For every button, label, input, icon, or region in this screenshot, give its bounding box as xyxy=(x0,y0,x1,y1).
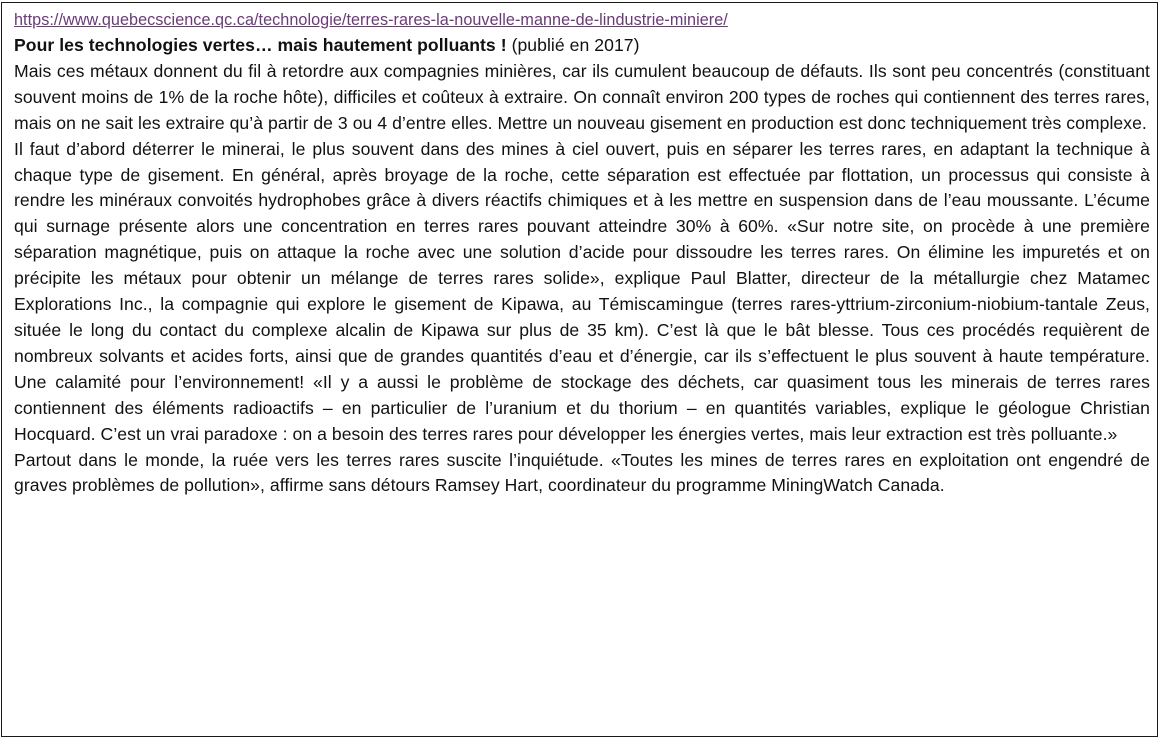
paragraph-concern: Partout dans le monde, la ruée vers les terres rares suscite l’inquiétude. «Toutes les mines de terres rares en exploitation ont engendré de graves problèmes de pollution», affirme sans détours Ramsey Hart, coordinateur du programme MiningWatch Canada. xyxy=(14,449,1150,496)
document-title: Pour les technologies vertes… mais hautement polluants ! xyxy=(14,35,507,55)
paragraph-intro: Mais ces métaux donnent du fil à retordre aux compagnies minières, car ils cumulent beaucoup de défauts. Ils sont peu concentrés (constituant souvent moins de 1% de la roche hôte), difficiles et coûteux à extraire. On connaît environ 200 types de roches qui contiennent des terres rares, mais on ne sait les extraire qu’à partir de 3 ou 4 d’entre elles. Mettre un nouveau gisement en production est donc techniquement très complexe. xyxy=(14,60,1150,133)
document-heading xyxy=(14,33,1150,59)
publication-note: (publié en 2017) xyxy=(511,35,640,55)
document-frame xyxy=(1,2,1158,737)
paragraph-extraction: Il faut d’abord déterrer le minerai, le plus souvent dans des mines à ciel ouvert, puis en séparer les terres rares, en adaptant la technique à chaque type de gisement. En général, après broyage de la roche, cette séparation est effectuée par flottation, un processus qui consiste à rendre les minéraux convoités hydrophobes grâce à divers réactifs chimiques et à les mettre en suspension dans de l’eau moussante. L’écume qui surnage présente alors une concentration en terres rares pouvant atteindre 30% à 60%. «Sur notre site, on procède à une première séparation magnétique, puis on attaque la roche avec une solution d’acide pour dissoudre les terres rares. On élimine les impuretés et on précipite les métaux pour obtenir un mélange de terres rares solide», explique Paul Blatter, directeur de la métallurgie chez Matamec Explorations Inc., la compagnie qui explore le gisement de Kipawa, au Témiscamingue (terres rares-yttrium-zirconium-niobium-tantale Zeus, située le long du contact du complexe alcalin de Kipawa sur plus de 35 km). C’est là que le bât blesse. Tous ces procédés requièrent de nombreux solvants et acides forts, ainsi que de grandes quantités d’eau et d’énergie, car ils s’effectuent le plus souvent à haute température. Une calamité pour l’environnement! «Il y a aussi le problème de stockage des déchets, car quasiment tous les minerais de terres rares contiennent des éléments radioactifs – en particulier de l’uranium et du thorium – en quantités variables, explique le géologue Christian Hocquard. C’est un vrai paradoxe : on a besoin des terres rares pour développer les énergies vertes, mais leur extraction est très polluante.» xyxy=(14,138,1150,444)
source-link[interactable]: https://www.quebecscience.qc.ca/technologie/terres-rares-la-nouvelle-manne-de-lindustrie-miniere/ xyxy=(14,11,728,29)
